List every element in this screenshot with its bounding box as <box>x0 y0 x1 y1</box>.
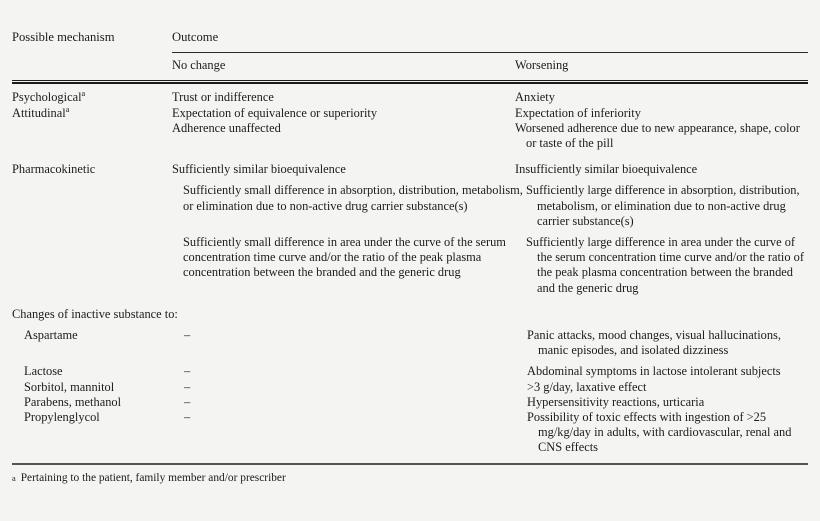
column-header-worsening: Worsening <box>515 58 569 73</box>
column-header-no-change: No change <box>172 58 226 73</box>
table-row <box>12 121 808 151</box>
cell-worsening-aspartame: Panic attacks, mood changes, visual hallucinations, manic episodes, and isolated dizziness <box>527 328 781 358</box>
table-row <box>12 106 808 121</box>
table-row-section-heading <box>12 307 808 322</box>
column-header-outcome: Outcome <box>172 30 219 44</box>
cell-worsening-pk-absorption: Sufficiently large difference in absorption, distribution, metabolism, or elimination due to non-active drug carrier substance(s) <box>526 183 800 228</box>
row-label-lactose: Lactose <box>24 364 63 379</box>
table-row <box>12 162 808 177</box>
row-label-aspartame: Aspartame <box>24 328 78 343</box>
row-label-text: Attitudinal <box>12 105 66 120</box>
table-row <box>12 90 808 105</box>
cell-worsening-sorbitol: >3 g/day, laxative effect <box>527 379 647 394</box>
cell-no-change-pharmacokinetic: Sufficiently similar bioequivalence <box>172 162 346 177</box>
table-footnote <box>12 465 808 486</box>
section-heading-inactive-substance: Changes of inactive substance to: <box>12 306 178 321</box>
cell-worsening-attitudinal: Expectation of inferiority <box>515 105 641 120</box>
column-header-mechanism: Possible mechanism <box>12 30 115 44</box>
footnote-marker: a <box>12 473 16 483</box>
table-header-sub-row <box>12 53 808 78</box>
table-row <box>12 183 808 229</box>
footnote-text: Pertaining to the patient, family member and/or prescriber <box>20 471 286 484</box>
row-label-parabens: Parabens, methanol <box>24 394 122 409</box>
cell-no-change-pk-auc: Sufficiently small difference in area under the curve of the serum concentration time curve and/or the ratio of the peak plasma concentration between the branded and the generic drug <box>183 235 506 280</box>
table-row <box>12 328 808 358</box>
cell-worsening-parabens: Hypersensitivity reactions, urticaria <box>527 394 705 409</box>
row-label-pharmacokinetic: Pharmacokinetic <box>12 162 96 177</box>
cell-no-change-sorbitol: – <box>184 379 191 394</box>
cell-no-change-pk-absorption: Sufficiently small difference in absorption, distribution, metabolism, or elimination due to non-active drug carrier substance(s) <box>183 183 523 213</box>
cell-worsening-adherence: Worsened adherence due to new appearance, shape, color or taste of the pill <box>515 120 800 151</box>
table-row <box>12 364 808 379</box>
row-label-propylenglycol: Propylenglycol <box>24 410 100 425</box>
footnote-ref: a <box>65 104 70 114</box>
cell-no-change-propylenglycol: – <box>184 410 191 425</box>
header-bottom-rule <box>12 80 808 81</box>
table-row <box>12 380 808 395</box>
cell-no-change-psychological: Trust or indifference <box>172 90 274 105</box>
row-label-text: Psychological <box>12 90 82 105</box>
cell-no-change-parabens: – <box>184 394 191 409</box>
cell-worsening-propylenglycol: Possibility of toxic effects with ingestion of >25 mg/kg/day in adults, with cardiovascular, renal and CNS effects <box>527 410 792 455</box>
row-spacer <box>12 151 808 162</box>
row-spacer <box>12 296 808 307</box>
cell-worsening-pk-auc: Sufficiently large difference in area under the curve of the serum concentration time curve and/or the ratio of the peak plasma concentration between the branded and the generic drug <box>526 235 804 295</box>
cell-worsening-psychological: Anxiety <box>515 90 555 105</box>
table-row <box>12 410 808 456</box>
table-row <box>12 395 808 410</box>
table-row <box>12 235 808 296</box>
row-label-attitudinal <box>12 106 172 121</box>
cell-no-change-aspartame: – <box>184 328 191 343</box>
table-body <box>12 81 808 455</box>
footnote-ref: a <box>81 89 86 99</box>
row-label-sorbitol: Sorbitol, mannitol <box>24 379 115 394</box>
cell-no-change-adherence: Adherence unaffected <box>172 120 281 135</box>
cell-worsening-pharmacokinetic: Insufficiently similar bioequivalence <box>515 162 698 177</box>
row-label-psychological <box>12 90 172 105</box>
cell-worsening-lactose: Abdominal symptoms in lactose intolerant subjects <box>527 364 781 379</box>
table-header-top-row <box>12 0 808 45</box>
cell-no-change-attitudinal: Expectation of equivalence or superiority <box>172 105 378 120</box>
cell-no-change-lactose: – <box>184 364 191 379</box>
